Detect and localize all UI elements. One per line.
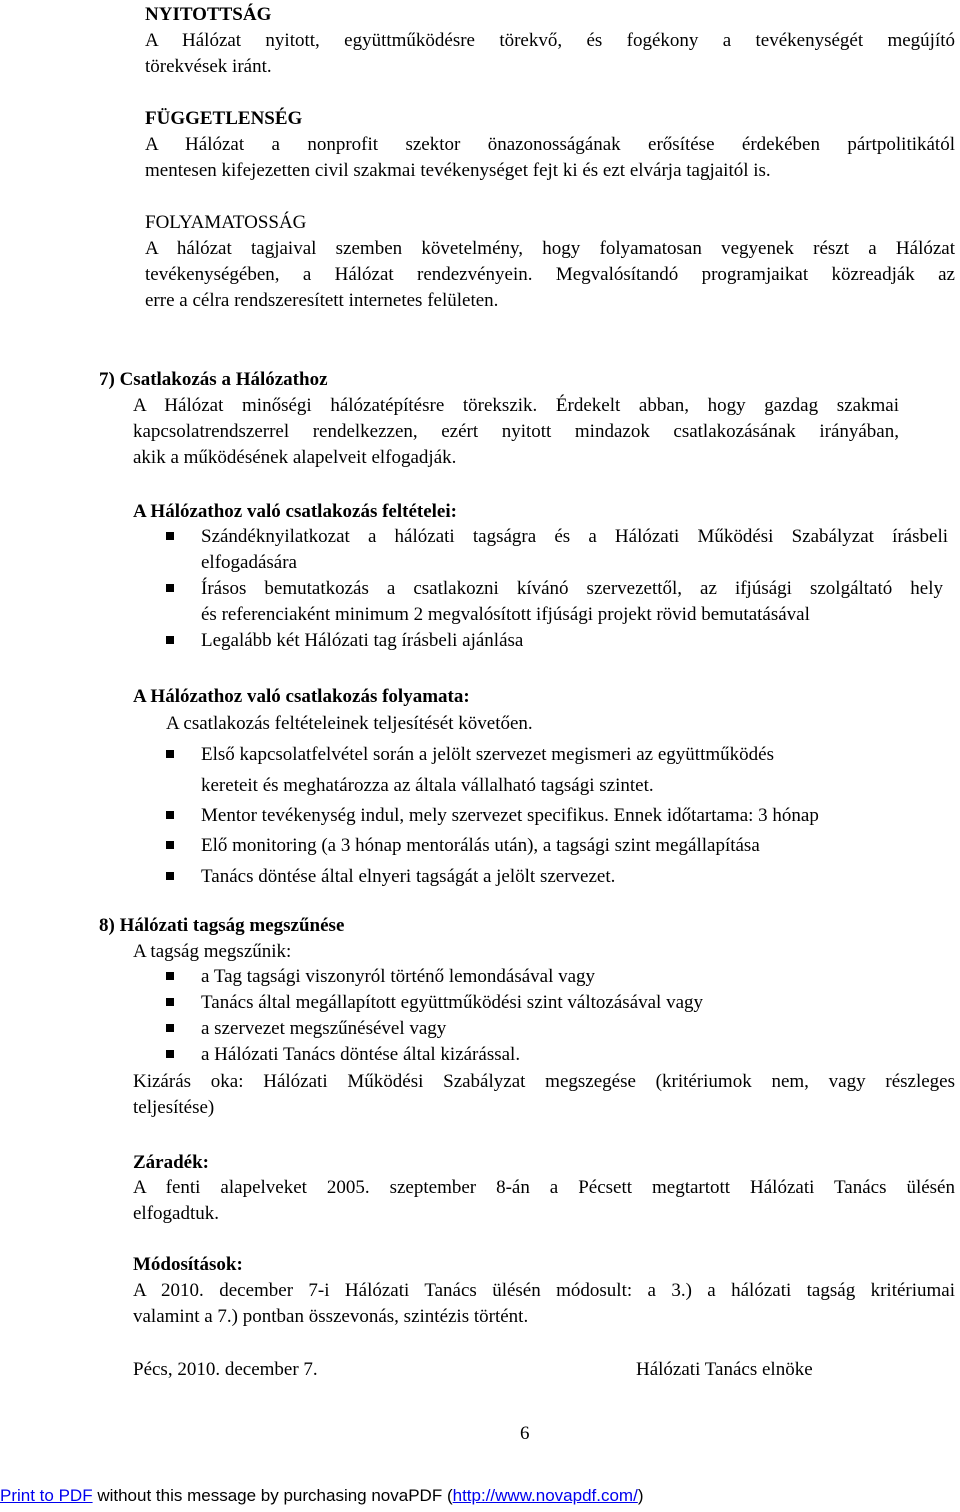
list-item: Mentor tevékenység indul, mely szervezet specifikus. Ennek időtartama: 3 hónap xyxy=(201,805,819,826)
list-item: Tanács döntése által elnyeri tagságát a jelölt szervezet. xyxy=(201,866,616,887)
section-8-intro: A tagság megszűnik: xyxy=(133,941,292,962)
paragraph-line: erre a célra rendszeresített internetes felületen. xyxy=(145,290,499,311)
heading-folyamatossag: FOLYAMATOSSÁG xyxy=(145,212,307,233)
paragraph-line: tevékenységében, a Hálózat rendezvényein. Megvalósítandó programjaikat közreadják az xyxy=(145,264,955,285)
list-item: Elő monitoring (a 3 hónap mentorálás után), a tagsági szint megállapítása xyxy=(201,835,760,856)
footer-text-end: ) xyxy=(637,1486,644,1505)
paragraph-line: elfogadtuk. xyxy=(133,1203,220,1224)
bullet-icon xyxy=(166,872,174,880)
list-item: Szándéknyilatkozat a hálózati tagságra és a Hálózati Működési Szabályzat írásbeli xyxy=(201,526,948,547)
paragraph-line: teljesítése) xyxy=(133,1097,215,1118)
section-7-heading: 7) Csatlakozás a Hálózathoz xyxy=(99,369,328,390)
list-item: Tanács által megállapított együttműködési szint változásával vagy xyxy=(201,992,704,1013)
list-item-continuation: elfogadására xyxy=(201,552,297,573)
bullet-icon xyxy=(166,972,174,980)
paragraph-line: mentesen kifejezetten civil szakmai tevékenységet fejt ki és ezt elvárja tagjaitól is. xyxy=(145,160,771,181)
paragraph-line: Kizárás oka: Hálózati Működési Szabályzat megszegése (kritériumok nem, vagy részleges xyxy=(133,1071,955,1092)
bullet-icon xyxy=(166,636,174,644)
list-item-continuation: kereteit és meghatározza az általa vállalható tagsági szintet. xyxy=(201,775,654,796)
paragraph-line: valamint a 7.) pontban összevonás, szintézis történt. xyxy=(133,1306,529,1327)
print-to-pdf-link[interactable]: Print to PDF xyxy=(0,1486,93,1505)
footer-text: without this message by purchasing novaPDF ( xyxy=(92,1486,453,1505)
list-item: a Hálózati Tanács döntése által kizárással. xyxy=(201,1044,521,1065)
heading-nyitottsag: NYITOTTSÁG xyxy=(145,4,272,25)
signer-title: Hálózati Tanács elnöke xyxy=(636,1359,813,1380)
list-item: a szervezet megszűnésével vagy xyxy=(201,1018,447,1039)
page-number: 6 xyxy=(520,1423,530,1444)
bullet-icon xyxy=(166,1024,174,1032)
bullet-icon xyxy=(166,1050,174,1058)
bullet-icon xyxy=(166,584,174,592)
paragraph-line: akik a működésének alapelveit elfogadják. xyxy=(133,447,457,468)
bullet-icon xyxy=(166,811,174,819)
bullet-icon xyxy=(166,841,174,849)
section-8-heading: 8) Hálózati tagság megszűnése xyxy=(99,915,345,936)
bullet-icon xyxy=(166,532,174,540)
paragraph-line: kapcsolatrendszerrel rendelkezzen, ezért nyitott mindazok csatlakozásának irányában, xyxy=(133,421,899,442)
zaradek-heading: Záradék: xyxy=(133,1152,209,1173)
list-item: a Tag tagsági viszonyról történő lemondásával vagy xyxy=(201,966,596,987)
paragraph-line: A hálózat tagjaival szemben követelmény, hogy folyamatosan vegyenek részt a Hálózat xyxy=(145,238,955,259)
novapdf-link[interactable]: http://www.novapdf.com/ xyxy=(452,1486,638,1505)
paragraph-line: A Hálózat minőségi hálózatépítésre törekszik. Érdekelt abban, hogy gazdag szakmai xyxy=(133,395,899,416)
list-item: Írásos bemutatkozás a csatlakozni kívánó szervezettől, az ifjúsági szolgáltató hely xyxy=(201,578,943,599)
paragraph-line: A fenti alapelveket 2005. szeptember 8-án a Pécsett megtartott Hálózati Tanács ülésén xyxy=(133,1177,955,1198)
process-heading: A Hálózathoz való csatlakozás folyamata: xyxy=(133,686,470,707)
bullet-icon xyxy=(166,750,174,758)
conditions-heading: A Hálózathoz való csatlakozás feltételei: xyxy=(133,501,457,522)
modositasok-heading: Módosítások: xyxy=(133,1254,243,1275)
paragraph-line: A 2010. december 7-i Hálózati Tanács ülésén módosult: a 3.) a hálózati tagság kritériumai xyxy=(133,1280,955,1301)
place-date: Pécs, 2010. december 7. xyxy=(133,1359,318,1380)
list-item: Legalább két Hálózati tag írásbeli ajánlása xyxy=(201,630,524,651)
list-item: Első kapcsolatfelvétel során a jelölt szervezet megismeri az együttműködés xyxy=(201,744,774,765)
footer-banner xyxy=(0,1485,643,1507)
paragraph-line: A Hálózat nyitott, együttműködésre törekvő, és fogékony a tevékenységét megújító xyxy=(145,30,955,51)
heading-fuggetlenseg: FÜGGETLENSÉG xyxy=(145,108,303,129)
list-item-continuation: és referenciaként minimum 2 megvalósított ifjúsági projekt rövid bemutatásával xyxy=(201,604,810,625)
paragraph-line: A Hálózat a nonprofit szektor önazonosságának erősítése érdekében pártpolitikától xyxy=(145,134,955,155)
process-intro: A csatlakozás feltételeinek teljesítését követően. xyxy=(166,713,533,734)
bullet-icon xyxy=(166,998,174,1006)
paragraph-line: törekvések iránt. xyxy=(145,56,272,77)
